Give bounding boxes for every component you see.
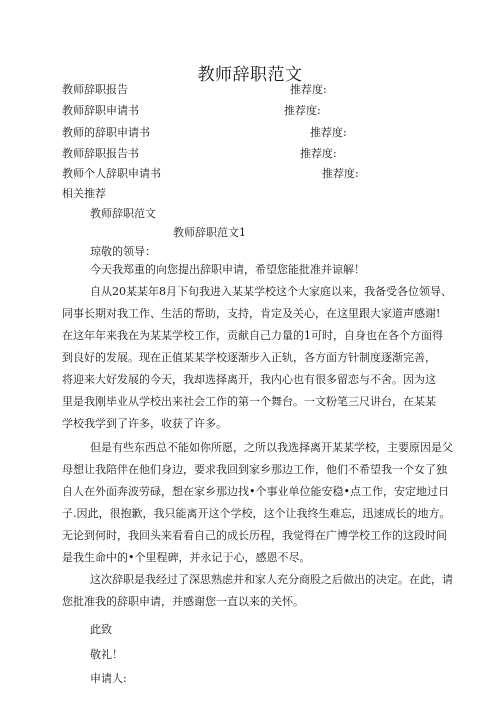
recommendation-rating-label: 推荐度: (284, 104, 321, 117)
recommendation-item[interactable] (62, 104, 139, 118)
recommendation-rating-label: 推荐度: (300, 147, 337, 160)
paragraph-line: 学校我学到了许多，收获了许多。 (62, 417, 227, 430)
recommendation-link[interactable]: 教师辞职申请书 (62, 104, 139, 117)
paragraph (62, 259, 440, 281)
recommendation-item[interactable] (62, 147, 139, 161)
recommendation-link[interactable]: 教师辞职报告书 (62, 147, 139, 160)
paragraph-line: 里是我刚毕业从学校出来社会工作的第一个舞台。一文粉笔三尺讲台，在某某 (62, 395, 436, 408)
paragraph (62, 281, 452, 435)
recommendation-link[interactable]: 教师的辞职申请书 (62, 126, 150, 139)
recommendation-link[interactable]: 教师辞职报告 (62, 83, 128, 96)
closing-line: 敬礼！ (90, 648, 123, 661)
recommendation-item[interactable] (62, 83, 128, 97)
paragraph-line: 将迎来大好发展的今天，我却选择离开，我内心也有很多留恋与不舍。因为这 (62, 373, 436, 386)
paragraph (62, 569, 453, 613)
paragraph-line: 自从20某某年8月下旬我进入某某学校这个大家庭以来，我备受各位领导、 (90, 285, 452, 298)
paragraph-line: 这次辞职是我经过了深思熟虑并和家人充分商股之后做出的决定。在此，请 (90, 573, 453, 586)
closing-line: 此致 (90, 623, 112, 636)
paragraph-line: 今天我郑重的向您提出辞职申请，希望您能批准并谅解！ (90, 263, 365, 276)
paragraph-line: 是我生命中的•个里程碑，并永记于心，感恩不尽。 (62, 551, 311, 564)
recommendation-link[interactable]: 教师个人辞职申请书 (62, 167, 161, 180)
recommendation-rating-label: 推荐度: (322, 167, 359, 180)
paragraph-line: 自人在外面奔波劳碌，想在家乡那边找•个事业单位能安稳•点工作，安定地过日 (62, 485, 449, 498)
article-subtitle: 教师辞职范文1 (173, 226, 246, 239)
article-title: 教师辞职范文 (90, 207, 156, 220)
paragraph-line: 子.因此，很抱歉，我只能离开这个学校，这个让我终生难忘，迅速成长的地方。 (62, 507, 451, 520)
paragraph-line: 到良好的发展。现在正值某某学校逐渐步入正轨，各方面方针制度逐渐完善， (62, 351, 436, 364)
paragraph-line: 您批准我的辞职申请，并感谢您一直以来的关怀。 (62, 595, 304, 608)
paragraph (62, 437, 453, 569)
paragraph-line: 但是有些东西总不能如你所愿，之所以我选择离开某某学校，主要原因是父 (90, 441, 453, 454)
recommendation-rating-label: 推荐度: (310, 126, 347, 139)
related-heading: 相关推荐 (62, 187, 106, 200)
document-title: 教师辞职范文 (197, 65, 303, 85)
recommendation-item[interactable] (62, 126, 150, 140)
paragraph-line: 同事长期对我工作、生活的帮助，支持，肯定及关心，在这里跟大家道声感谢! (62, 307, 441, 320)
paragraph-line: 母想让我陪伴在他们身边，要求我回到家乡那边工作，他们不希望我一个女了独 (62, 463, 447, 476)
applicant-label: 申请人: (90, 672, 127, 685)
salutation: 琼敬的领导： (90, 245, 156, 258)
recommendation-rating-label: 推荐度: (290, 83, 327, 96)
paragraph-line: 无论到何时，我回头来看看自己的成长历程，我觉得在广博学校工作的这段时间 (62, 529, 447, 542)
recommendation-item[interactable] (62, 167, 161, 181)
paragraph-line: 在这年年来我在为某某学校工作，贡献自己力量的1可时，自身也在各个方面得 (62, 329, 443, 342)
